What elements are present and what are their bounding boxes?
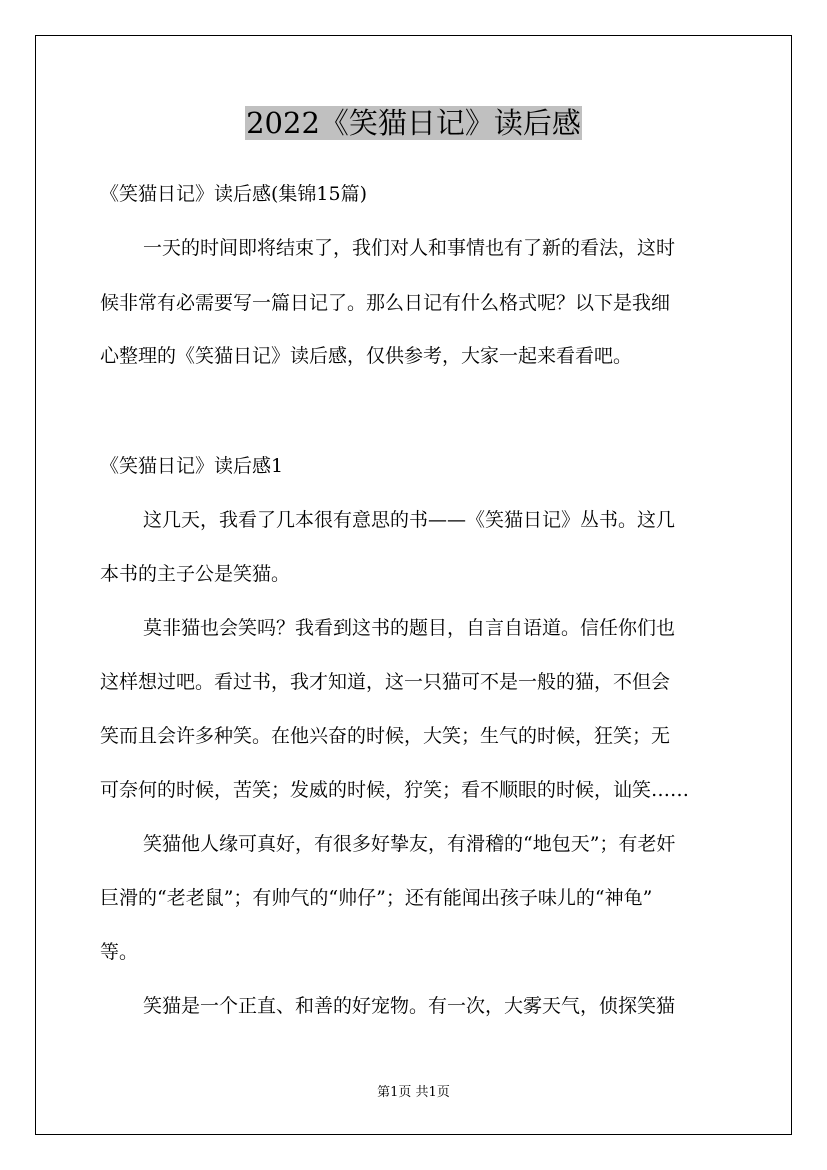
section-heading: 《笑猫日记》读后感1 bbox=[100, 455, 284, 477]
intro-line: 一天的时间即将结束了，我们对人和事情也有了新的看法，这时 bbox=[143, 237, 676, 259]
body-line: 笑而且会许多种笑。在他兴奋的时候，大笑；生气的时候，狂笑；无 bbox=[100, 725, 671, 747]
body-line: 莫非猫也会笑吗？我看到这书的题目，自言自语道。信任你们也 bbox=[143, 617, 676, 639]
body-line: 等。 bbox=[100, 941, 139, 963]
intro-line: 心整理的《笑猫日记》读后感，仅供参考，大家一起来看看吧。 bbox=[100, 345, 633, 367]
body-line: 这几天，我看了几本很有意思的书——《笑猫日记》丛书。这几 bbox=[143, 509, 676, 531]
body-line: 可奈何的时候，苦笑；发威的时候，狞笑；看不顺眼的时候，讪笑…… bbox=[100, 779, 690, 801]
document-title bbox=[0, 98, 827, 148]
body-line: 本书的主子公是笑猫。 bbox=[100, 563, 291, 585]
intro-line: 候非常有必需要写一篇日记了。那么日记有什么格式呢？以下是我细 bbox=[100, 292, 671, 314]
subtitle: 《笑猫日记》读后感(集锦15篇) bbox=[100, 183, 368, 205]
page-footer: 第1页 共1页 bbox=[377, 1085, 450, 1100]
body-line: 笑猫是一个正直、和善的好宠物。有一次，大雾天气，侦探笑猫 bbox=[143, 995, 676, 1017]
body-line: 笑猫他人缘可真好，有很多好挚友，有滑稽的“地包天”；有老奸 bbox=[143, 833, 676, 855]
body-line: 巨滑的“老老鼠”；有帅气的“帅仔”；还有能闻出孩子味儿的“神龟” bbox=[100, 887, 653, 909]
document-title-text: 2022《笑猫日记》读后感 bbox=[246, 106, 581, 140]
body-line: 这样想过吧。看过书，我才知道，这一只猫可不是一般的猫，不但会 bbox=[100, 671, 671, 693]
